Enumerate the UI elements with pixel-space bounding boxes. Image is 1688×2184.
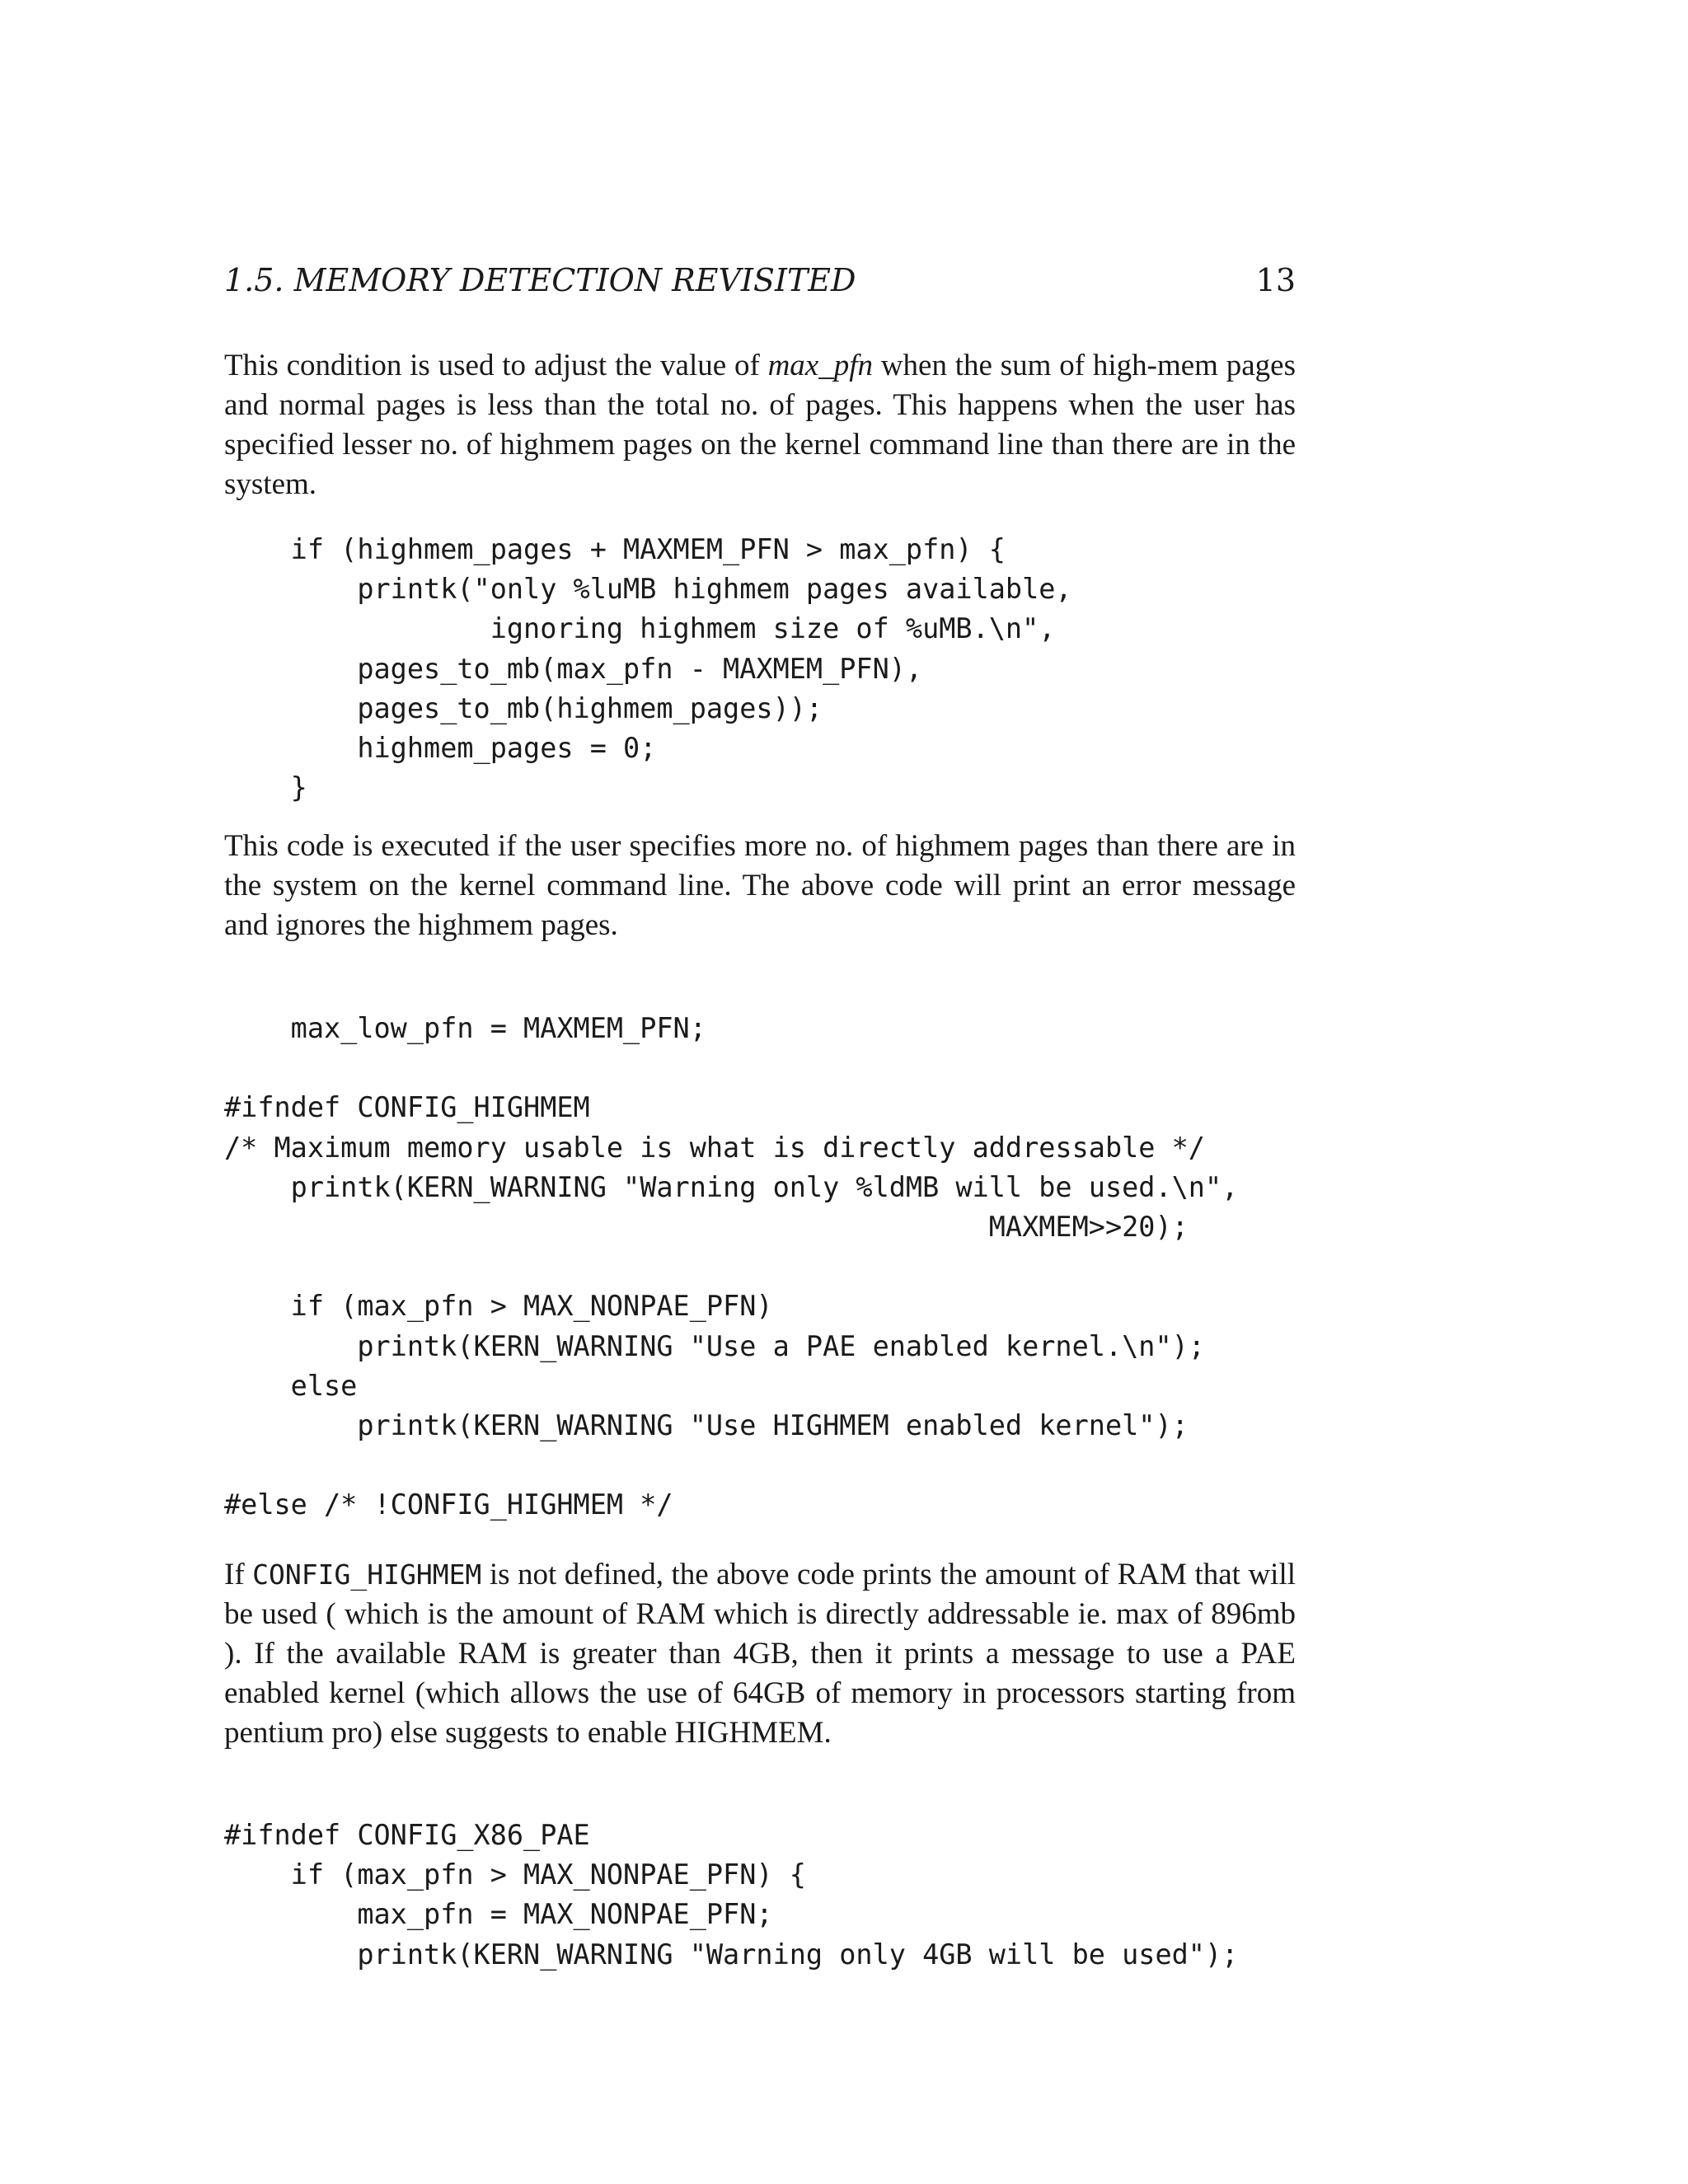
document-page [224, 0, 1296, 2184]
paragraph-max-pfn-adjust [224, 346, 1296, 504]
text: when the sum of high-mem pages and normal pages is less than the total no. of pages. This happens when the user has specified lesser no. of highmem pages on the kernel command line than there are in the system. [224, 349, 1296, 501]
code-term: CONFIG_HIGHMEM [252, 1558, 482, 1591]
running-header [224, 262, 1296, 303]
code-block-x86-pae: #ifndef CONFIG_X86_PAE if (max_pfn > MAX_NONPAE_PFN) { max_pfn = MAX_NONPAE_PFN; printk(KERN_WARNING "Warning only 4GB will be used"); [224, 1819, 1239, 1971]
text: This condition is used to adjust the value of [224, 349, 768, 382]
text: If [224, 1558, 253, 1591]
page-number: 13 [1255, 262, 1296, 298]
code-block-highmem-check: if (highmem_pages + MAXMEM_PFN > max_pfn) { printk("only %luMB highmem pages available, ignoring highmem size of %uMB.\n", pages_to_mb(max_pfn - MAXMEM_PFN), pages_to_mb(highmem_pages)); highmem_pages = 0; } [290, 533, 1072, 804]
code-block-config-highmem: max_low_pfn = MAXMEM_PFN; #ifndef CONFIG_HIGHMEM /* Maximum memory usable is what is directly addressable */ printk(KERN_WARNING "Warning only %ldMB will be used.\n", MAXMEM>>20); if (max_pfn > MAX_NONPAE_PFN) printk(KERN_WARNING "Use a PAE enabled kernel.\n"); else printk(KERN_WARNING "Use HIGHMEM enabled kernel"); #else /* !CONFIG_HIGHMEM */ [224, 1012, 1239, 1521]
section-title: 1.5. MEMORY DETECTION REVISITED [224, 262, 856, 298]
paragraph-highmem-error: This code is executed if the user specifies more no. of highmem pages than there are in the system on the kernel command line. The above code will print an error message and ignores the highmem pages. [224, 829, 1296, 942]
variable-name: max_pfn [767, 349, 874, 382]
text: is not defined, the above code prints the amount of RAM that will be used ( which is the amount of RAM which is directly addressable ie. max of 896mb ). If the available RAM is greater than 4GB, then it prints a message to use a PAE enabled kernel (which allows the use of 64GB of memory in processors starting from pentium pro) else suggests to enable HIGHMEM. [224, 1558, 1296, 1750]
paragraph-config-highmem-explanation [224, 1555, 1296, 1753]
